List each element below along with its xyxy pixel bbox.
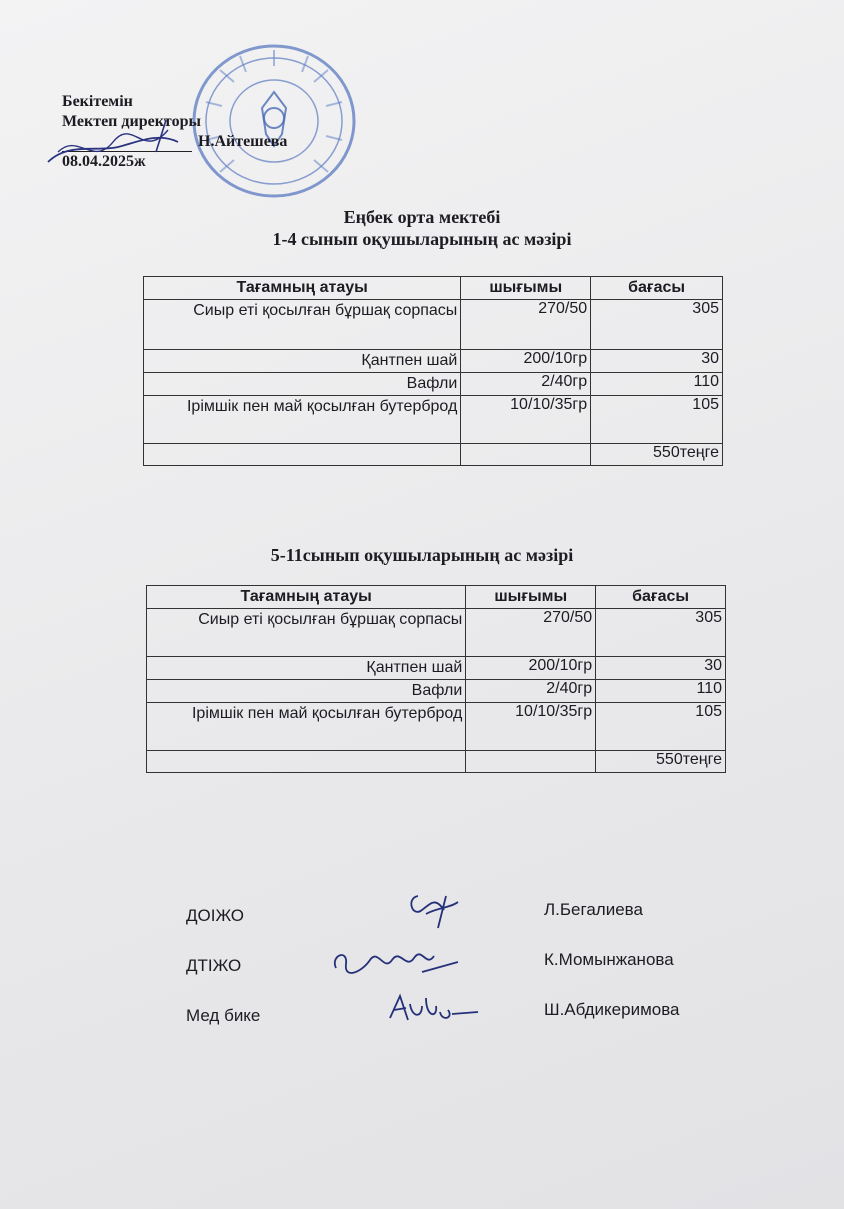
dish-yield: 2/40гр: [466, 680, 596, 703]
signer-role: ДТІЖО: [186, 956, 242, 975]
dish-name: Қантпен шай: [147, 657, 466, 680]
dish-name: Ірімшік пен май қосылған бутерброд: [144, 396, 461, 444]
empty-cell: [144, 444, 461, 466]
dish-yield: 270/50: [466, 609, 596, 657]
table-row: [147, 703, 726, 751]
dish-yield: 270/50: [461, 300, 591, 350]
empty-cell: [466, 751, 596, 773]
dish-name: Ірімшік пен май қосылған бутерброд: [147, 703, 466, 751]
table-row: [147, 609, 726, 657]
menu2-heading: [0, 544, 844, 566]
dish-price: 305: [591, 300, 723, 350]
table-row: [144, 396, 723, 444]
table-row: [144, 300, 723, 350]
menu-total: 550теңге: [596, 751, 726, 773]
dish-price: 110: [596, 680, 726, 703]
table-row: [144, 350, 723, 373]
dish-yield: 200/10гр: [461, 350, 591, 373]
column-header-yield: шығымы: [466, 586, 596, 609]
table-header-row: [144, 277, 723, 300]
approval-title: Бекітемін: [62, 93, 133, 110]
dish-price: 105: [591, 396, 723, 444]
column-header-price: бағасы: [596, 586, 726, 609]
table-header-row: [147, 586, 726, 609]
dish-price: 305: [596, 609, 726, 657]
handwritten-signature: [382, 988, 522, 1034]
handwritten-signature: [326, 888, 466, 934]
school-name: Еңбек орта мектебі: [343, 207, 501, 227]
director-signature-mark: [38, 112, 188, 182]
dish-name: Сиыр еті қосылған бұршақ сорпасы: [147, 609, 466, 657]
signer-name: Ш.Абдикеримова: [544, 1000, 680, 1019]
signer-role: Мед бике: [186, 1006, 261, 1025]
menu1-table: [143, 276, 723, 466]
dish-yield: 2/40гр: [461, 373, 591, 396]
handwritten-signature: [326, 938, 466, 984]
empty-cell: [147, 751, 466, 773]
column-header-yield: шығымы: [461, 277, 591, 300]
approval-date: 08.04.2025ж: [62, 153, 146, 170]
column-header-name: Тағамның атауы: [147, 586, 466, 609]
dish-name: Вафли: [144, 373, 461, 396]
dish-yield: 10/10/35гр: [466, 703, 596, 751]
dish-price: 30: [596, 657, 726, 680]
signatures-block: [186, 900, 726, 1050]
approval-position: Мектеп директоры: [62, 113, 201, 130]
dish-yield: 10/10/35гр: [461, 396, 591, 444]
dish-name: Сиыр еті қосылған бұршақ сорпасы: [144, 300, 461, 350]
dish-price: 110: [591, 373, 723, 396]
table-row: [147, 657, 726, 680]
dish-name: Вафли: [147, 680, 466, 703]
dish-yield: 200/10гр: [466, 657, 596, 680]
director-name: Н.Айтешева: [198, 133, 288, 150]
menu1-heading: [0, 206, 844, 250]
column-header-name: Тағамның атауы: [144, 277, 461, 300]
empty-cell: [461, 444, 591, 466]
column-header-price: бағасы: [591, 277, 723, 300]
dish-price: 30: [591, 350, 723, 373]
signer-role: ДОІЖО: [186, 906, 245, 925]
table-row: [144, 373, 723, 396]
dish-price: 105: [596, 703, 726, 751]
table-total-row: [147, 751, 726, 773]
dish-name: Қантпен шай: [144, 350, 461, 373]
signer-name: Л.Бегалиева: [544, 900, 643, 919]
table-total-row: [144, 444, 723, 466]
table-row: [147, 680, 726, 703]
signature-row: [186, 1000, 726, 1050]
menu-total: 550теңге: [591, 444, 723, 466]
signer-name: К.Момынжанова: [544, 950, 674, 969]
menu1-title: 1-4 сынып оқушыларының ас мәзірі: [272, 229, 572, 249]
menu2-title: 5-11сынып оқушыларының ас мәзірі: [270, 545, 574, 565]
menu2-table: [146, 585, 726, 773]
